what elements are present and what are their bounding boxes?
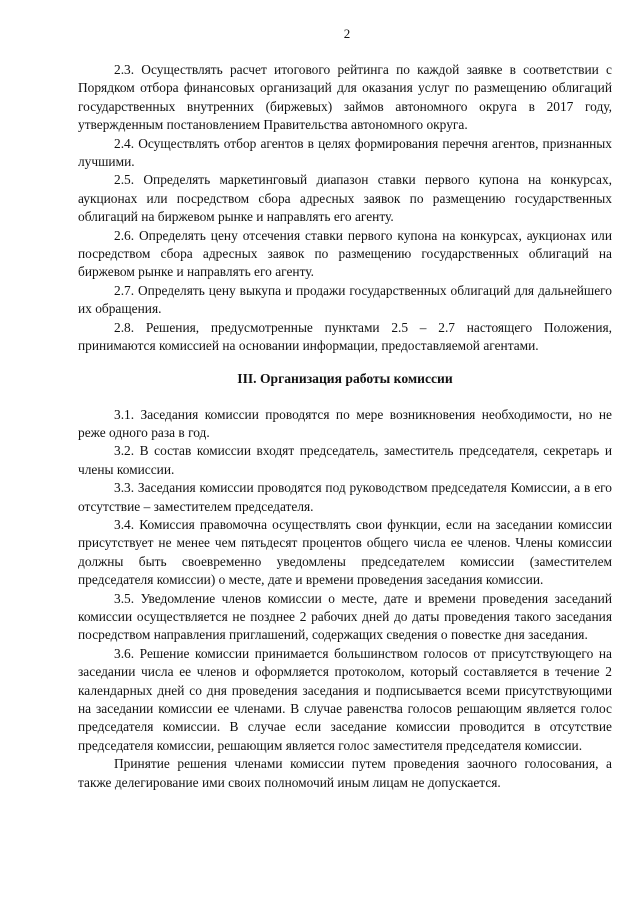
paragraph-2-5: 2.5. Определять маркетинговый диапазон ставки первого купона на конкурсах, аукционах или посредством сбора адресных заявок по размещению государственных облигаций на биржевом рынке и направлять его агенту. <box>78 172 612 225</box>
paragraph-2-4: 2.4. Осуществлять отбор агентов в целях формирования перечня агентов, признанных лучшими. <box>78 135 612 170</box>
paragraph-2-7: 2.7. Определять цену выкупа и продажи государственных облигаций для дальнейшего их обращения. <box>78 282 612 317</box>
paragraph-3-5: 3.5. Уведомление членов комиссии о месте, дате и времени проведения заседаний комиссии осуществляется не позднее 2 рабочих дней до даты проведения такого заседания посредством направления приглашений, содержащих сведения о повестке дня заседания. <box>78 590 612 643</box>
paragraph-3-2: 3.2. В состав комиссии входят председатель, заместитель председателя, секретарь и члены комиссии. <box>78 443 612 477</box>
paragraph-3-1: 3.1. Заседания комиссии проводятся по мере возникновения необходимости, но не реже одного раза в год. <box>78 406 612 440</box>
paragraph-2-8: 2.8. Решения, предусмотренные пунктами 2.5 – 2.7 настоящего Положения, принимаются комиссией на основании информации, предоставляемой агентами. <box>78 319 612 354</box>
section-3-points <box>78 406 612 793</box>
paragraph-2-6: 2.6. Определять цену отсечения ставки первого купона на конкурсах, аукционах или посредством сбора адресных заявок по размещению государственных облигаций на биржевом рынке и направлять его агенту. <box>78 227 612 280</box>
section-2-points <box>78 61 612 356</box>
paragraph-2-3: 2.3. Осуществлять расчет итогового рейтинга по каждой заявке в соответствии с Порядком отбора финансовых организаций для оказания услуг по размещению облигаций государственных внутренних (биржевых) займов автономного округа в 2017 году, утвержденным постановлением Правительства автономного округа. <box>78 62 612 133</box>
paragraph-3-6: 3.6. Решение комиссии принимается большинством голосов от присутствующего на заседании числа ее членов и оформляется протоколом, который составляется в течение 2 календарных дней со дня проведения заседания и подписывается всеми присутствующими на заседании комиссии ее членами. В случае равенства голосов решающим является голос председателя комиссии. В случае если заседание комиссии проводится в отсутствие председателя комиссии, решающим является голос заместителя председателя комиссии. <box>78 645 612 753</box>
paragraph-3-4: 3.4. Комиссия правомочна осуществлять свои функции, если на заседании комиссии присутствует не менее чем пятьдесят процентов общего числа ее членов. Члены комиссии должны быть своевременно уведомлены председателем комиссии (заместителем председателя комиссии) о месте, дате и времени проведения заседания комиссии. <box>78 516 612 588</box>
paragraph-3-3: 3.3. Заседания комиссии проводятся под руководством председателя Комиссии, а в его отсутствие – заместителем председателя. <box>78 480 612 514</box>
page-number: 2 <box>343 26 351 41</box>
section-3-heading: III. Организация работы комиссии <box>237 370 453 386</box>
paragraph-absentee-voting: Принятие решения членами комиссии путем проведения заочного голосования, а также делегирование ими своих полномочий иным лицам не допускается. <box>78 756 612 790</box>
